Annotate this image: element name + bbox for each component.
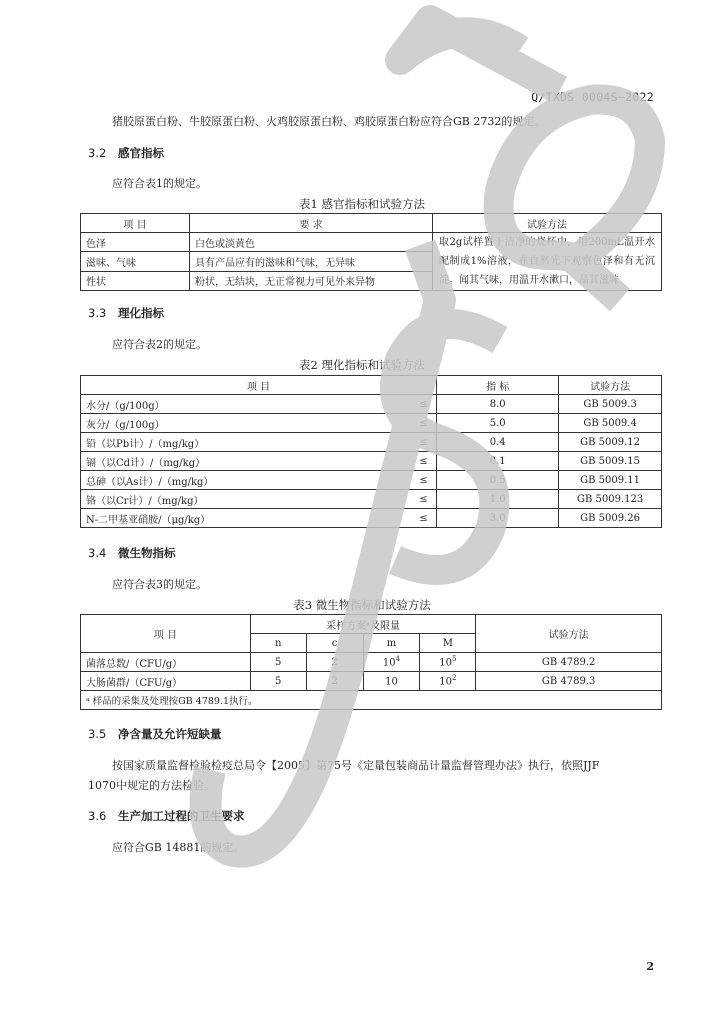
section-title: 生产加工过程的卫生要求 [118,809,245,823]
table3-m: 10 [363,672,420,691]
table2-operator: ≤ [411,395,437,414]
table2-header-item: 项 目 [81,376,437,395]
table-row [81,691,662,710]
table2-item: 铅（以Pb计）/（mg/kg） [81,433,411,452]
table1-requirement: 粉状，无结块，无正常视力可见外来异物 [190,271,433,290]
section-3-4-heading [88,545,176,561]
table-row [81,471,662,490]
table2-operator: ≤ [411,490,437,509]
section-3-2-heading [88,145,164,161]
section-number: 3.5 [88,727,107,741]
table2-method: GB 5009.26 [559,509,662,528]
table3-header-item: 项 目 [81,615,251,653]
section-3-6-heading [88,808,245,824]
table3-M: $10^5$ [420,653,476,672]
table3-m: $10^4$ [363,653,420,672]
table2-item: 灰分/（g/100g） [81,414,411,433]
section-3-5-heading [88,726,222,742]
table2-caption: 表2 理化指标和试验方法 [299,358,425,372]
table2-item: 水分/（g/100g） [81,395,411,414]
section-number: 3.3 [88,306,107,320]
intro-paragraph: 猪胶原蛋白粉、牛胶原蛋白粉、火鸡胶原蛋白粉、鸡胶原蛋白粉应符合GB 2732的规定。 [112,115,546,128]
section-number: 3.2 [88,146,107,160]
section-title: 理化指标 [118,306,164,320]
table2-method: GB 5009.15 [559,452,662,471]
table3-n: 5 [250,653,306,672]
table2-method: GB 5009.4 [559,414,662,433]
table3-microbiological [80,614,662,710]
table3-n: 5 [250,672,306,691]
table2-item: 铬（以Cr计）/（mg/kg） [81,490,411,509]
page-number: 2 [646,960,654,973]
table1-caption: 表1 感官指标和试验方法 [299,197,425,211]
table3-method: GB 4789.2 [476,653,662,672]
table2-header-limit: 指 标 [437,376,559,395]
table1-requirement: 具有产品应有的滋味和气味，无异味 [190,252,433,271]
section-3-4-text: 应符合表3的规定。 [112,578,207,591]
section-3-3-heading [88,305,164,321]
section-number: 3.6 [88,809,107,823]
table-row [81,672,662,691]
table3-M: $10^2$ [420,672,476,691]
table3-item: 菌落总数/（CFU/g） [81,653,251,672]
table-row [81,433,662,452]
table2-physicochemical [80,375,662,528]
section-3-3-text: 应符合表2的规定。 [112,338,207,351]
table2-method: GB 5009.3 [559,395,662,414]
table1-item: 色泽 [81,233,190,252]
table2-value: 0.1 [437,452,559,471]
table2-method: GB 5009.12 [559,433,662,452]
section-title: 感官指标 [118,146,164,160]
table-row [81,233,662,252]
table1-item: 性状 [81,271,190,290]
section-3-2-text: 应符合表1的规定。 [112,177,207,190]
table-row [81,509,662,528]
table3-subheader-M: M [420,634,476,653]
table1-header-requirement: 要 求 [190,214,433,233]
table-row [81,653,662,672]
table-row [81,490,662,509]
table3-c: 2 [306,672,363,691]
table2-item: 镉（以Cd计）/（mg/kg） [81,452,411,471]
table3-caption: 表3 微生物指标和试验方法 [293,598,431,612]
table-row [81,395,662,414]
table2-item: N-二甲基亚硝胺/（μg/kg） [81,509,411,528]
table2-operator: ≤ [411,509,437,528]
document-code: Q/TXDS 0004S—2022 [531,90,654,104]
table-row [81,414,662,433]
table3-subheader-n: n [250,634,306,653]
table2-value: 1.0 [437,490,559,509]
table3-c: 2 [306,653,363,672]
section-title: 净含量及允许短缺量 [118,727,222,741]
table2-value: 8.0 [437,395,559,414]
table3-item: 大肠菌群/（CFU/g） [81,672,251,691]
table3-subheader-c: c [306,634,363,653]
section-3-5-line2: 1070中规定的方法检验。 [88,779,215,792]
table3-note: ᵃ 样品的采集及处理按GB 4789.1执行。 [81,691,662,710]
table3-subheader-m: m [363,634,420,653]
table1-method: 取2g试样置于洁净的烧杯中，用200mL温开水配制成1%溶液，在自然光下观察色泽和有无沉淀。闻其气味，用温开水漱口，品其滋味 [433,233,662,291]
table1-sensory [80,213,662,291]
table2-operator: ≤ [411,452,437,471]
table1-requirement: 白色或淡黄色 [190,233,433,252]
table3-method: GB 4789.3 [476,672,662,691]
table2-header-method: 试验方法 [559,376,662,395]
table2-value: 0.5 [437,471,559,490]
section-title: 微生物指标 [118,546,176,560]
table1-header-method: 试验方法 [433,214,662,233]
table2-operator: ≤ [411,414,437,433]
section-3-5-line1: 按国家质量监督检验检疫总局令【2005】第75号《定量包装商品计量监督管理办法》执行，依照JJF [112,759,600,772]
table-row [81,452,662,471]
section-number: 3.4 [88,546,107,560]
section-3-6-text: 应符合GB 14881的规定。 [112,841,245,854]
table2-operator: ≤ [411,471,437,490]
table1-header-item: 项 目 [81,214,190,233]
table2-item: 总砷（以As计）/（mg/kg） [81,471,411,490]
table1-item: 滋味、气味 [81,252,190,271]
table2-value: 5.0 [437,414,559,433]
table3-header-method: 试验方法 [476,615,662,653]
table2-operator: ≤ [411,433,437,452]
table3-header-sampling: 采样方案ᵃ及限量 [250,615,476,634]
table2-method: GB 5009.11 [559,471,662,490]
table2-value: 3.0 [437,509,559,528]
table2-method: GB 5009.123 [559,490,662,509]
table2-value: 0.4 [437,433,559,452]
